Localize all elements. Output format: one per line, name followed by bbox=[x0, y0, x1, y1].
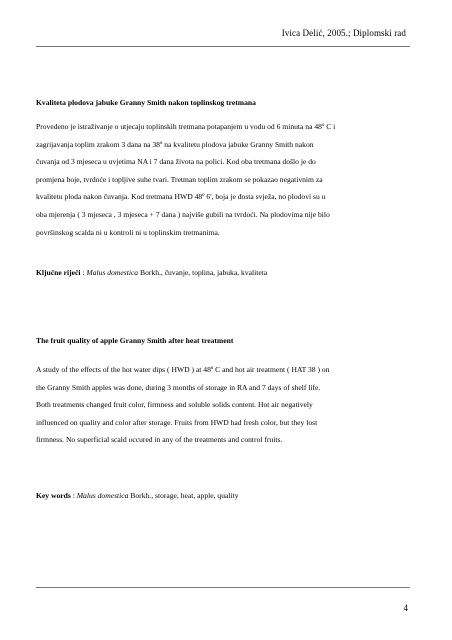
croatian-title: Kvaliteta plodova jabuke Granny Smith nakon toplinskog tretmana bbox=[36, 98, 256, 107]
keywords-latin: Malus domestica bbox=[76, 491, 129, 500]
english-title-block bbox=[36, 336, 410, 345]
english-abstract-line: firmness. No superficial scald occured in any of the treatments and control fruits. bbox=[36, 435, 283, 445]
keywords-list: Borkh., storage, heat, apple, quality bbox=[128, 491, 239, 500]
footer-rule bbox=[36, 587, 410, 588]
croatian-abstract-line: oba mjerenja ( 3 mjeseca , 3 mjeseca + 7 dana ) najviše gubili na tvrdoći. Na plodovima nije bilo bbox=[36, 209, 330, 219]
english-abstract bbox=[36, 361, 410, 449]
croatian-abstract-line: zagrijavanja toplim zrakom 3 dana na 38º na kvalitetu plodova jabuke Granny Smith nakon bbox=[36, 139, 314, 149]
keywords-latin: Malus domestica bbox=[86, 268, 139, 277]
keywords-list: Borkh., čuvanje, toplina, jabuka, kvaliteta bbox=[138, 268, 268, 277]
keywords-separator: : bbox=[70, 491, 77, 500]
croatian-abstract-line: Provedeno je istraživanje o utjecaju toplinskih tretmana potapanjem u vodu od 6 minuta na 48º C i bbox=[36, 122, 336, 131]
english-abstract-line: influenced on quality and color after storage. Fruits from HWD had fresh color, but they lost bbox=[36, 417, 318, 427]
croatian-abstract bbox=[36, 118, 410, 241]
croatian-abstract-line: promjena boje, tvrdoće i topljive suhe tvari. Tretman toplim zrakom se pokazao negativnim za bbox=[36, 174, 323, 184]
croatian-abstract-line: kvalitetu ploda nakon čuvanja. Kod tretmana HWD 48º 6', boja je dosta svježa, no plodovi su u bbox=[36, 192, 326, 202]
keywords-label: Key words bbox=[36, 491, 71, 500]
croatian-keywords bbox=[36, 268, 410, 277]
keywords-label: Ključne riječi bbox=[36, 268, 81, 277]
keywords-separator: : bbox=[80, 268, 87, 277]
croatian-abstract-line: površinskog scalda ni u kontroli ni u toplinskim tretmanima. bbox=[36, 227, 220, 237]
croatian-title-block bbox=[36, 98, 410, 107]
running-header: Ivica Delić, 2005.; Diplomski rad bbox=[281, 28, 406, 38]
english-abstract-line: A study of the effects of the hot water dips ( HWD ) at 48º C and hot air treatment ( HAT 38 ) on bbox=[36, 365, 330, 374]
english-keywords bbox=[36, 491, 410, 500]
croatian-abstract-line: čuvanja od 3 mjeseca u uvjetima NA i 7 dana života na polici. Kod oba tretmana došlo je do bbox=[36, 157, 316, 167]
english-abstract-line: Both treatments changed fruit color, firmness and soluble solids content. Hot air negatively bbox=[36, 400, 313, 410]
header-rule bbox=[36, 46, 410, 47]
english-abstract-line: the Granny Smith apples was done, during 3 months of storage in RA and 7 days of shelf life. bbox=[36, 382, 321, 392]
english-title: The fruit quality of apple Granny Smith after heat treatment bbox=[36, 336, 234, 345]
page-number: 4 bbox=[403, 603, 408, 613]
